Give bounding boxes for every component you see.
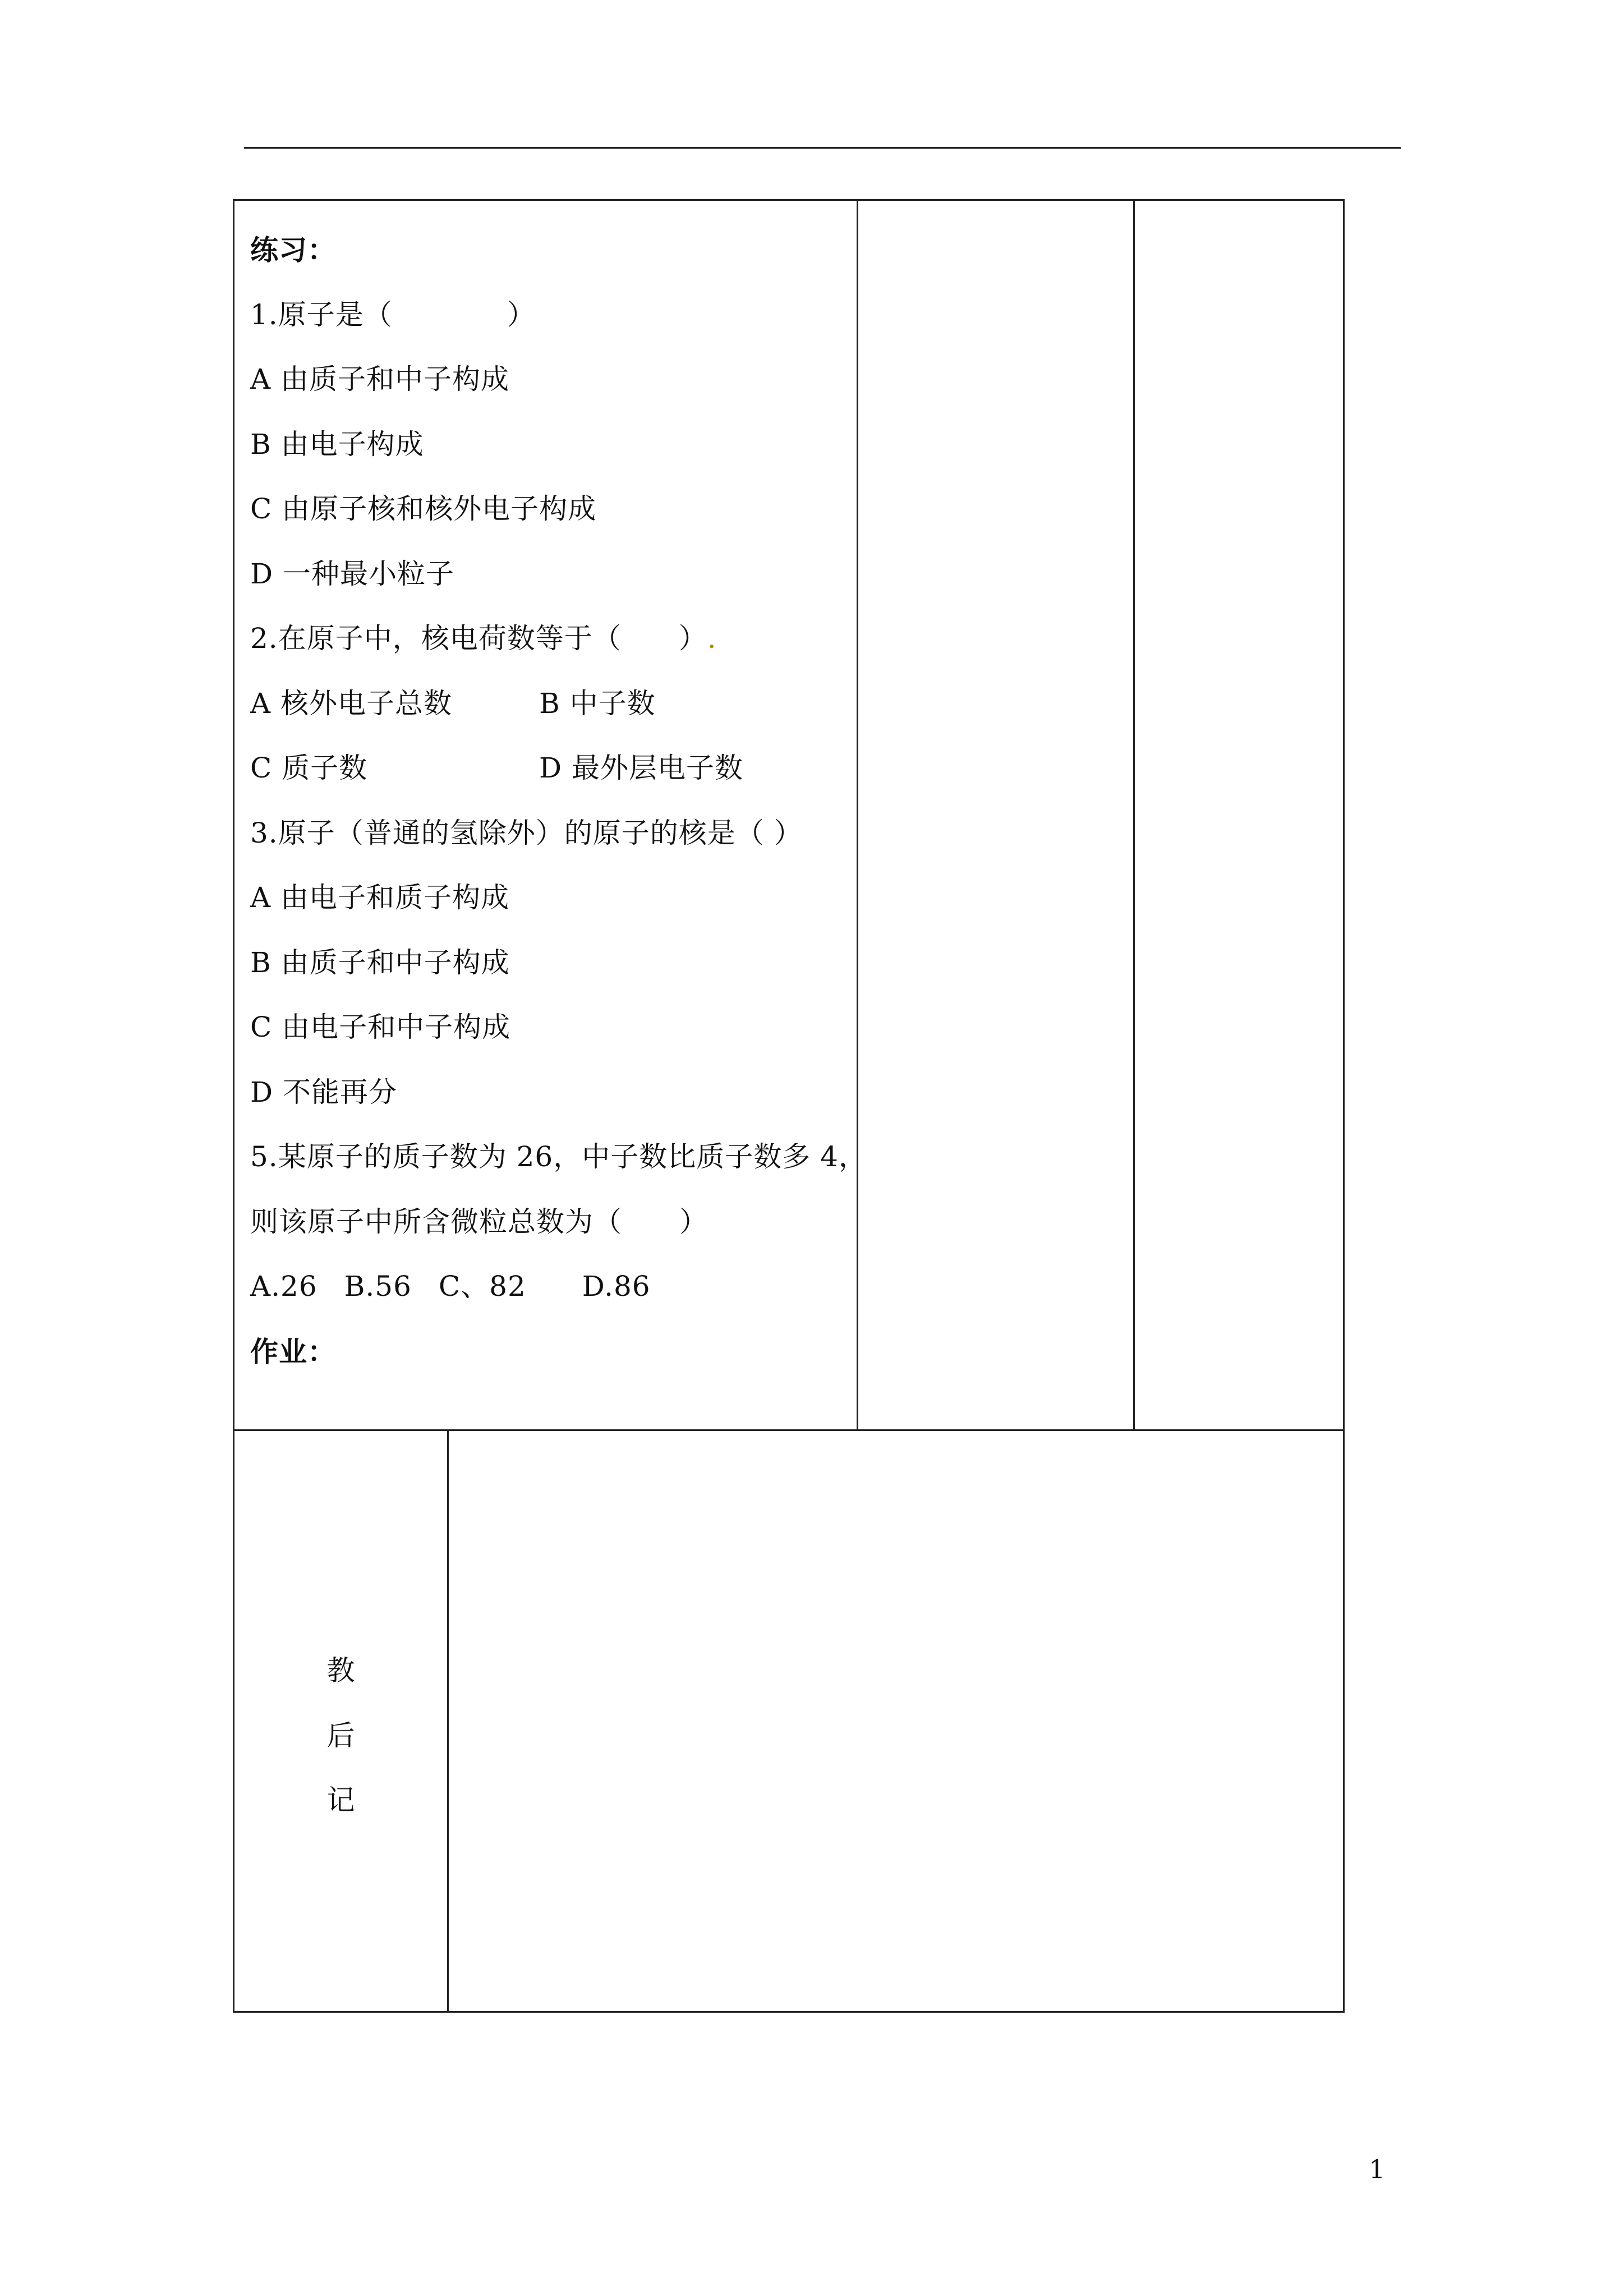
question-1-option-a: A 由质子和中子构成 [250,363,510,395]
right-cell [1135,201,1343,1429]
question-5-answer-d: D.86 [582,1270,651,1303]
question-2-stem-text: 2.在原子中，核电荷数等于（ ） [250,622,707,655]
question-2-option-b: B 中子数 [539,687,656,720]
practice-content [250,218,867,1384]
question-3-option-d: D 不能再分 [250,1075,397,1108]
question-1-option-c: C 由原子核和核外电子构成 [250,493,597,525]
question-3-stem: 3.原子（普通的氢除外）的原子的核是（ ） [250,816,803,849]
header-rule [244,147,1401,149]
question-2-option-c: C 质子数 [250,752,368,784]
question-2-option-a: A 核外电子总数 [250,687,453,720]
question-3-option-c: C 由电子和中子构成 [250,1011,511,1043]
practice-cell [234,201,867,1429]
question-1-option-d: D 一种最小粒子 [250,557,454,590]
postscript-label-char: 后 [326,1719,355,1752]
postscript-table [233,1429,1345,2013]
middle-cell [858,201,1135,1429]
question-2-options-row-2 [250,736,850,801]
homework-heading: 作业： [250,1335,336,1368]
question-1-option-b: B 由电子构成 [250,427,424,461]
question-3-option-a: A 由电子和质子构成 [250,881,510,914]
page-number: 1 [1369,2154,1386,2184]
postscript-label-cell [234,1431,449,2011]
lesson-table [233,199,1345,1431]
question-2-options-row-1 [250,671,850,737]
question-2-option-d: D 最外层电子数 [539,752,743,784]
question-5-answer-b: B.56 [344,1270,412,1303]
question-5-stem-line-2: 则该原子中所含微粒总数为（ ） [250,1205,708,1238]
practice-heading: 练习： [250,233,336,266]
question-5-answer-c: C、82 [438,1270,526,1303]
question-2-stem [250,606,850,671]
question-5-answers [250,1254,850,1319]
postscript-label-char: 记 [326,1784,355,1816]
question-1-stem: 1.原子是（ ） [250,298,536,331]
postscript-notes-cell [449,1431,1343,2011]
question-5-answer-a: A.26 [250,1270,318,1303]
question-5-stem-line-1: 5.某原子的质子数为 26，中子数比质子数多 4， [250,1140,867,1173]
question-3-option-b: B 由质子和中子构成 [250,946,510,979]
postscript-label-char: 教 [326,1654,355,1687]
postscript-label [234,1639,447,1833]
question-2-stem-mark: . [707,622,717,655]
